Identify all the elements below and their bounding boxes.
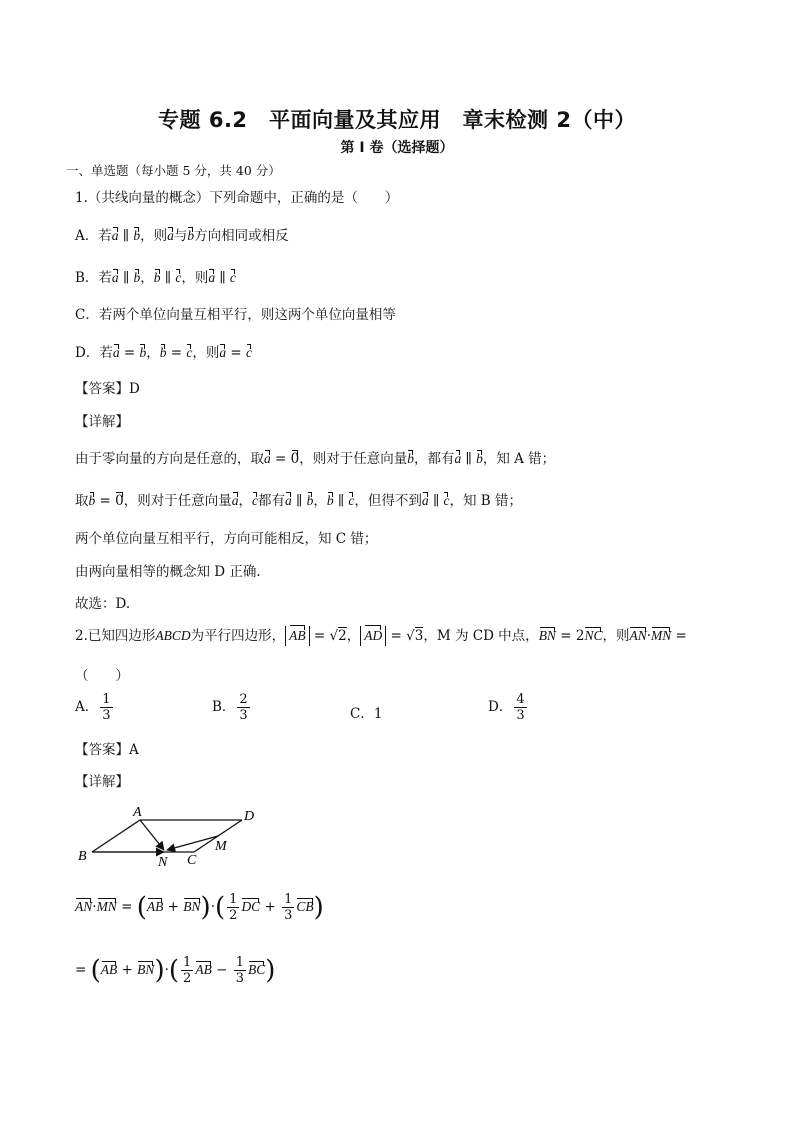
vector-mn [167, 836, 218, 850]
q1-option-a: A．若a ∥ b，则a与b方向相同或相反 [75, 228, 289, 244]
q1-option-b: B．若a ∥ b，b ∥ c，则a ∥ c [75, 270, 236, 286]
q2-detail-label: 【详解】 [75, 774, 129, 790]
q1-answer: 【答案】D [75, 381, 140, 397]
q1-explain-2: 取b = 0，则对于任意向量a，c都有a ∥ b，b ∥ c，但得不到a ∥ c，知 B 错； [75, 493, 522, 509]
q1-explain-4: 由两向量相等的概念知 D 正确. [75, 564, 261, 580]
q1-explain-3: 两个单位向量互相平行，方向可能相反，知 C 错； [75, 531, 378, 547]
q2-paren: （ ） [75, 668, 129, 684]
parallelogram-figure [70, 800, 270, 875]
q2-option-d: D． $\frac{4}{3}$ [488, 692, 525, 723]
page-title: 专题 6.2 平面向量及其应用 章末检测 2（中） [158, 108, 636, 132]
page-subtitle: 第 I 卷（选择题） [340, 140, 454, 156]
label-d: D [244, 809, 255, 824]
label-b: B [78, 849, 87, 864]
q2-option-c: C．1 [350, 706, 383, 722]
q1-explain-1: 由于零向量的方向是任意的，取a = 0，则对于任意向量b，都有a ∥ b，知 A 错； [75, 451, 556, 467]
label-n: N [158, 855, 168, 870]
label-c: C [187, 853, 197, 868]
q1-option-d: D．若a = b，b = c，则a = c [75, 345, 253, 361]
q2-answer: 【答案】A [75, 742, 139, 758]
label-a: A [133, 805, 142, 820]
vector-an [140, 820, 164, 850]
q1-stem: 1.（共线向量的概念）下列命题中，正确的是（ ） [75, 190, 399, 206]
q1-option-c: C．若两个单位向量互相平行，则这两个单位向量相等 [75, 307, 396, 323]
label-m: M [215, 839, 227, 854]
edge-ab [92, 820, 140, 852]
q2-stem: 2.已知四边形ABCD为平行四边形， AB = √2， AD = √3，M 为 CD 中点，BN = 2NC，则AN·MN = [75, 628, 687, 644]
q2-derivation-1: AN·MN = (AB + BN)·( $\frac{1}{2}$ DC + $\frac{1}{3}$ CB) [75, 892, 324, 923]
q1-explain-5: 故选：D. [75, 596, 131, 612]
section-label: 一、单选题（每小题 5 分，共 40 分） [66, 163, 281, 178]
q2-option-a: A． $\frac{1}{3}$ [75, 692, 111, 723]
q1-detail-label: 【详解】 [75, 414, 129, 430]
q2-option-b: B． $\frac{2}{3}$ [212, 692, 248, 723]
q2-derivation-2: = (AB + BN)·( $\frac{1}{2}$ AB − $\frac{1}{3}$ BC) [75, 955, 276, 986]
